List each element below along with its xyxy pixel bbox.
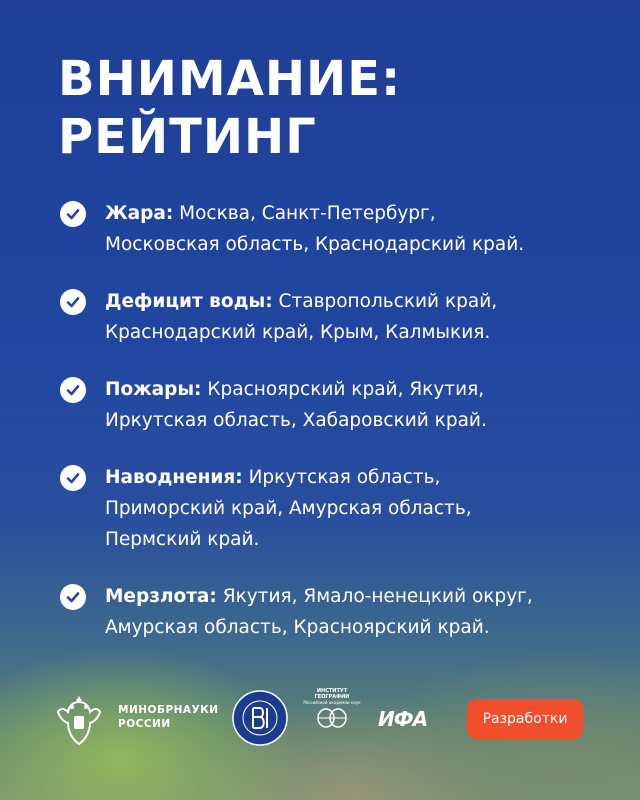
item-label: Жара: [105, 203, 174, 224]
check-circle-icon [60, 289, 86, 315]
item-label: Наводнения: [105, 467, 243, 488]
list-item-water-deficit [60, 286, 620, 348]
item-line-2: Приморский край, Амурская область, [105, 498, 472, 519]
list-item-heat [60, 198, 620, 260]
check-circle-icon [60, 201, 86, 227]
footer-logos [0, 680, 640, 760]
coat-of-arms-icon [56, 692, 102, 748]
check-circle-icon [60, 465, 86, 491]
rating-list [60, 198, 620, 669]
item-line-3: Пермский край. [105, 529, 260, 550]
institute-of-geography-logo [302, 688, 362, 750]
item-line-1: Москва, Санкт-Петербург, [173, 203, 436, 224]
item-label: Пожары: [105, 379, 202, 400]
item-text [105, 286, 497, 348]
check-circle-icon [60, 584, 86, 610]
item-text [105, 581, 533, 643]
hse-logo-icon [232, 690, 288, 746]
developments-badge[interactable]: Разработки [467, 699, 583, 739]
ministry-line-2: РОССИИ [118, 718, 171, 730]
title-line-1: ВНИМАНИЕ: [58, 51, 402, 107]
item-line-2: Московская область, Краснодарский край. [105, 234, 525, 255]
item-line-1: Ставропольский край, [272, 291, 498, 312]
item-line-1: Иркутская область, [242, 467, 441, 488]
ministry-logo-text [118, 703, 219, 731]
igras-emblem-icon [317, 707, 347, 729]
list-item-floods [60, 462, 620, 555]
item-line-2: Краснодарский край, Крым, Калмыкия. [105, 322, 491, 343]
ifoa-logo: ИФА [378, 707, 428, 731]
item-text [105, 198, 524, 260]
item-label: Дефицит воды: [105, 291, 273, 312]
item-line-1: Якутия, Ямало-ненецкий округ, [216, 586, 533, 607]
ministry-line-1: МИНОБРНАУКИ [118, 704, 219, 716]
item-line-2: Иркутская область, Хабаровский край. [105, 410, 487, 431]
igras-caption: ИНСТИТУТ ГЕОГРАФИИ [314, 688, 350, 700]
item-label: Мерзлота: [105, 586, 217, 607]
list-item-fires [60, 374, 620, 436]
item-text [105, 462, 472, 555]
igras-subcaption: Российской академии наук [303, 700, 361, 705]
page-title [58, 50, 401, 166]
item-text [105, 374, 487, 436]
item-line-1: Красноярский край, Якутия, [201, 379, 485, 400]
list-item-permafrost [60, 581, 620, 643]
item-line-2: Амурская область, Красноярский край. [105, 617, 490, 638]
check-circle-icon [60, 377, 86, 403]
title-line-2: РЕЙТИНГ [58, 109, 317, 165]
